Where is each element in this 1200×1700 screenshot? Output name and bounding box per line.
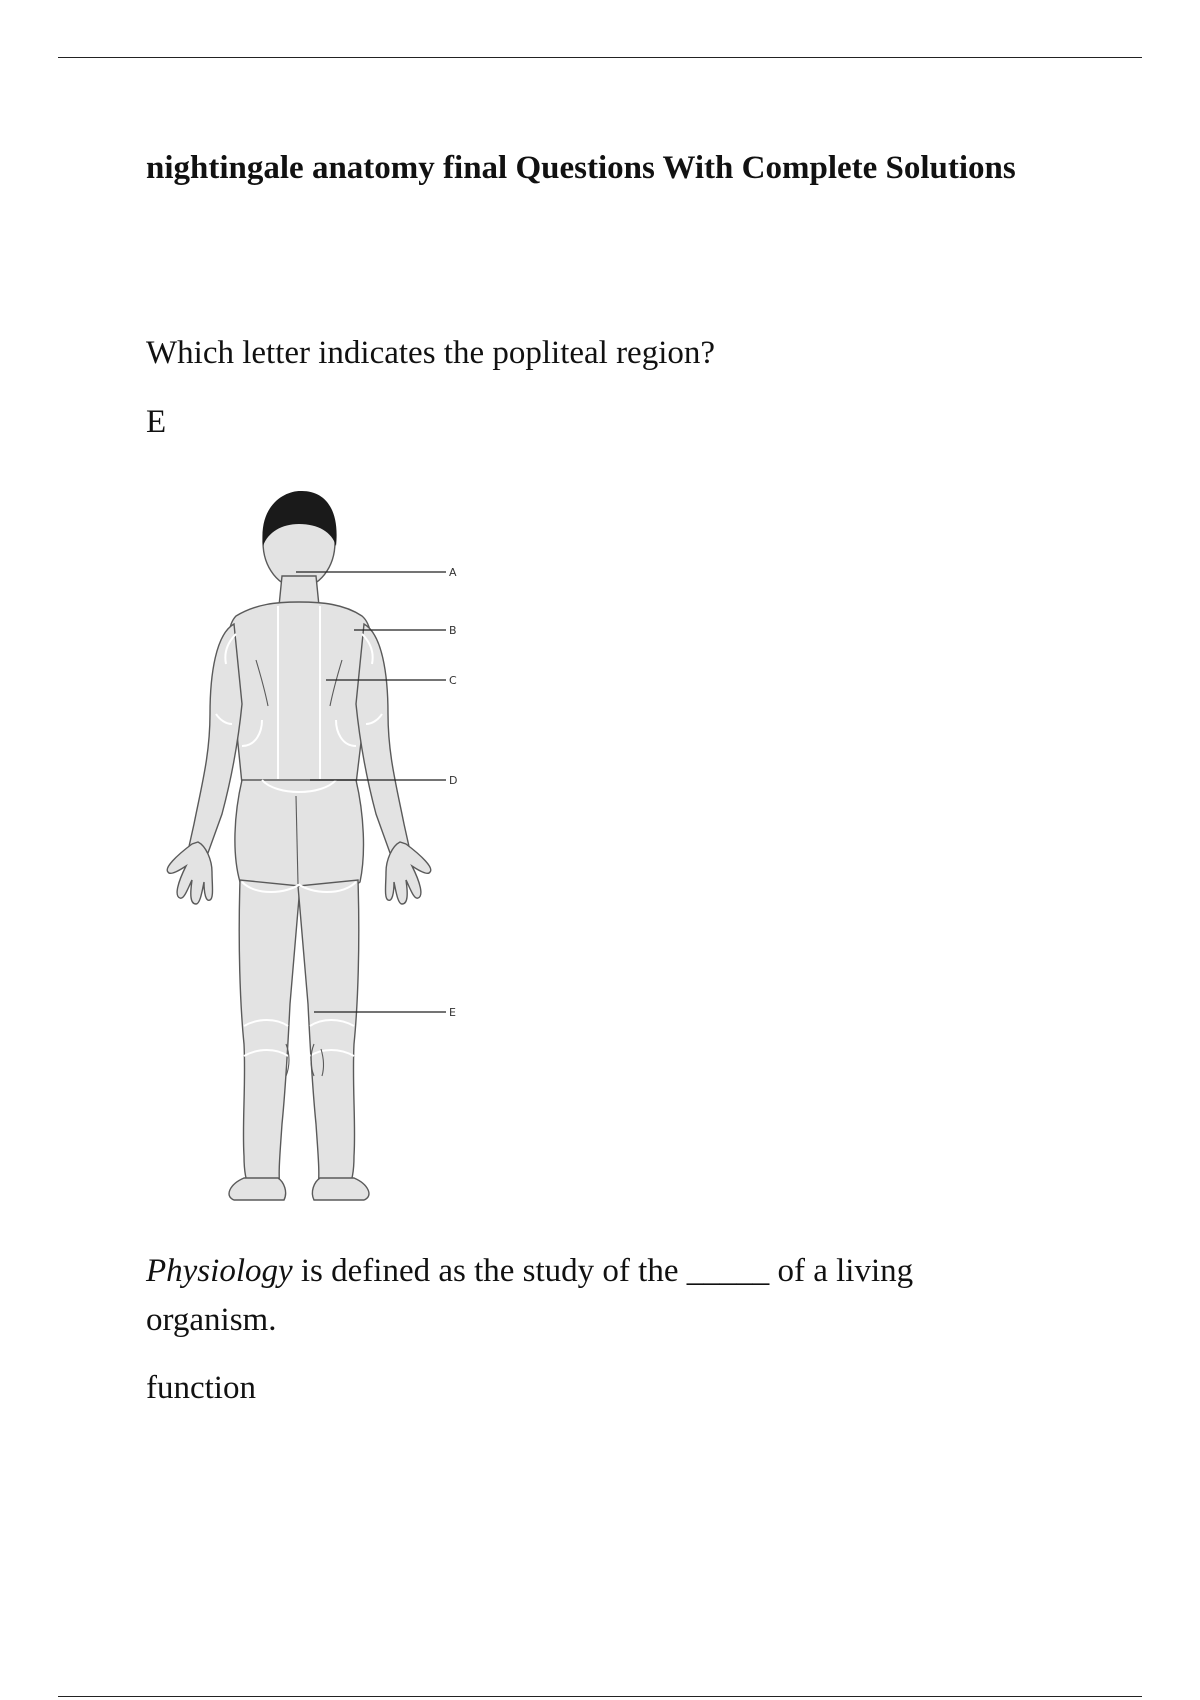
diagram-label-c: C bbox=[449, 674, 457, 687]
diagram-label-d: D bbox=[449, 774, 458, 787]
left-foot bbox=[229, 1178, 286, 1200]
question-2-term: Physiology bbox=[146, 1253, 293, 1289]
body-silhouette bbox=[167, 491, 431, 1200]
torso bbox=[228, 602, 372, 784]
body-diagram-svg bbox=[146, 484, 466, 1208]
hips bbox=[235, 780, 364, 892]
answer-2: function bbox=[146, 1370, 256, 1406]
question-2-text: is defined as the study of the _____ of a living organism. bbox=[146, 1253, 914, 1338]
right-foot bbox=[312, 1178, 369, 1200]
right-leg bbox=[298, 880, 359, 1188]
right-hand bbox=[386, 842, 431, 904]
diagram-label-e: E bbox=[449, 1006, 456, 1019]
diagram-label-b: B bbox=[449, 624, 457, 637]
question-2 bbox=[146, 1247, 1026, 1345]
left-leg bbox=[239, 880, 300, 1188]
document-title: nightingale anatomy final Questions With Complete Solutions bbox=[146, 150, 1016, 186]
question-1: Which letter indicates the popliteal region? bbox=[146, 335, 716, 371]
bottom-rule bbox=[58, 1696, 1142, 1697]
posterior-body-diagram bbox=[146, 484, 466, 1208]
top-rule bbox=[58, 57, 1142, 58]
diagram-label-a: A bbox=[449, 566, 457, 579]
left-arm bbox=[186, 624, 242, 871]
answer-1: E bbox=[146, 404, 167, 440]
right-arm bbox=[356, 624, 412, 871]
left-hand bbox=[167, 842, 212, 904]
